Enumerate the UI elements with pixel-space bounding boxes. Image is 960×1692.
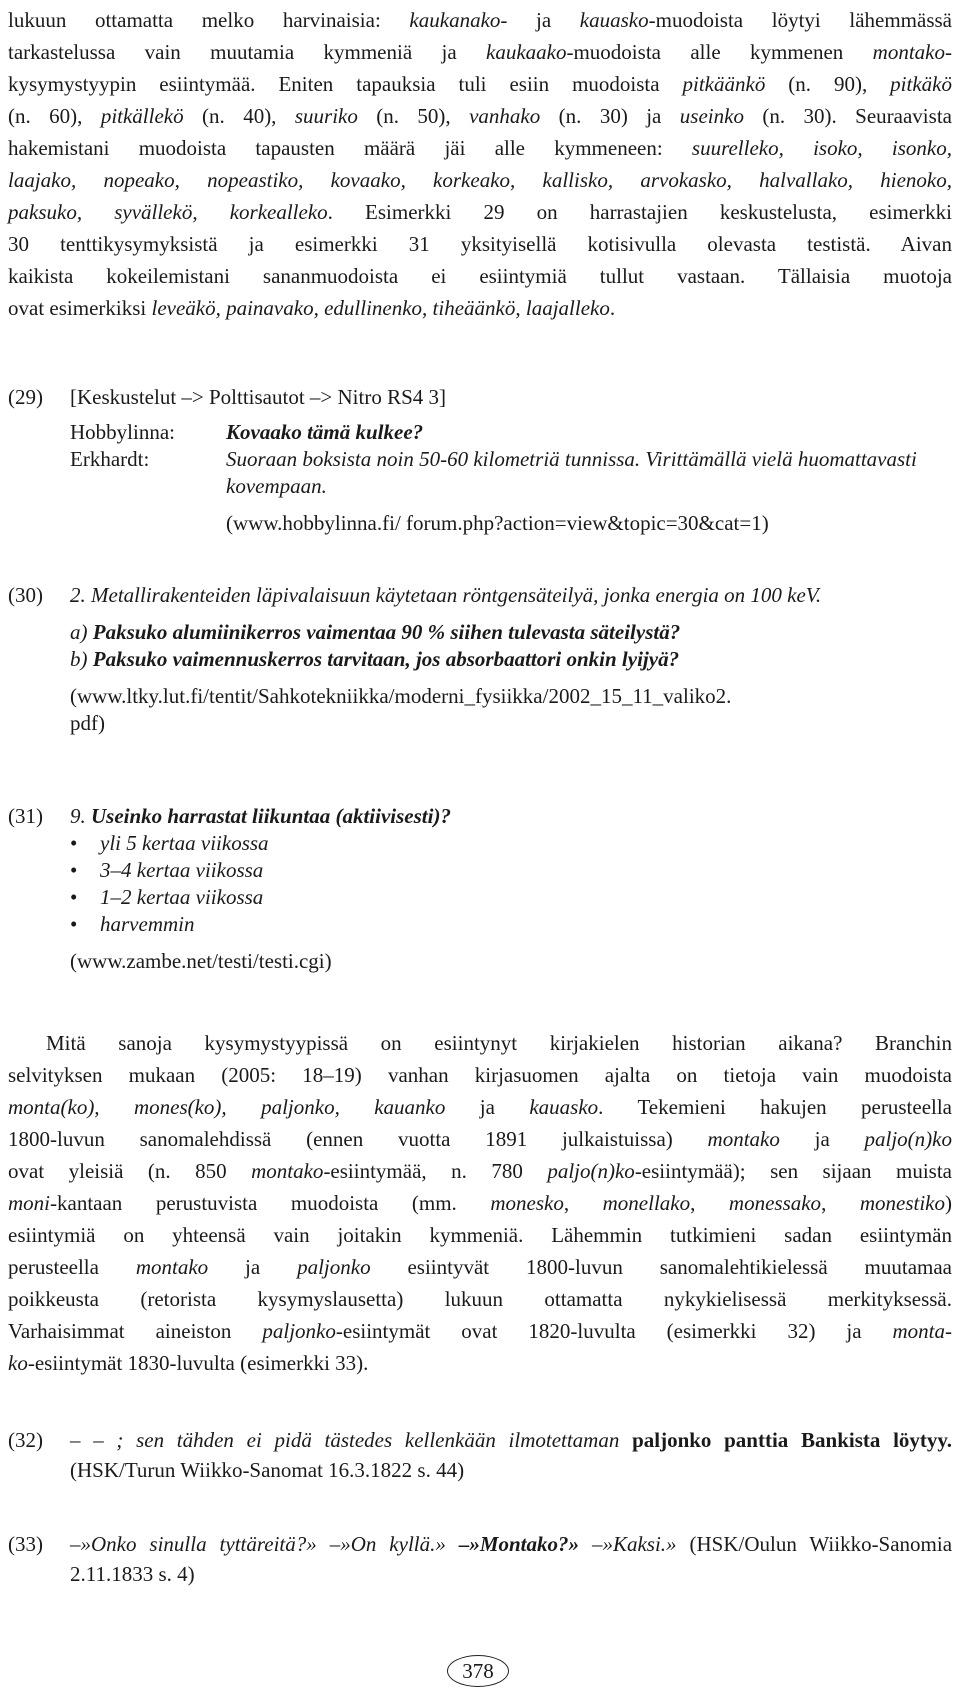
intro-text — [8, 4, 952, 324]
example-number: (32) — [8, 1428, 43, 1452]
answer-option — [70, 884, 952, 911]
example-body — [70, 1425, 952, 1485]
text-line: poikkeusta (retorista kysymyslausetta) lukuun ottamatta nykykielisessä merkityksessä. — [8, 1287, 952, 1311]
subquestion-b — [70, 646, 952, 673]
text-line: moni-kantaan perustuvista muodoista (mm. monesko, monellako, monessako, monestiko) — [8, 1191, 953, 1215]
subquestion-text: Paksuko vaimennuskerros tarvitaan, jos absorbaattori onkin lyijyä? — [92, 647, 680, 671]
intro-paragraph — [8, 4, 952, 324]
text-line: Mitä sanoja kysymystyypissä on esiintynyt kirjakielen historian aikana? Branchin — [46, 1031, 952, 1055]
text-line: 1800-luvun sanomalehdissä (ennen vuotta 1891 julkaistuissa) montako ja paljo(n)ko — [8, 1127, 952, 1151]
text-line: kysymystyypin esiintymää. Eniten tapauksia tuli esiin muodoista pitkäänkö (n. 90), pitkäkö — [8, 72, 952, 96]
subquestion-prefix: b) — [70, 647, 88, 671]
text-line: esiintymiä on yhteensä vain joitakin kymmeniä. Lähemmin tutkimieni sadan esiintymän — [8, 1223, 952, 1247]
source-citation: (HSK/Oulun Wiikko-Sanomia 2.11.1833 s. 4) — [70, 1532, 953, 1586]
example-number: (33) — [8, 1532, 43, 1556]
bullet-icon: • — [70, 885, 78, 909]
text-line: ovat yleisiä (n. 850 montako-esiintymää, n. 780 paljo(n)ko-esiintymää); sen sijaan muista — [8, 1159, 952, 1183]
answer-option — [70, 857, 952, 884]
example-body — [70, 582, 952, 737]
source-citation-cont: pdf) — [70, 711, 105, 735]
example-body — [70, 1529, 952, 1589]
exam-question: 2. Metallirakenteiden läpivalaisuun käytetaan röntgensäteilyä, jonka energia on 100 keV. — [70, 583, 822, 607]
text-line: paksuko, syvällekö, korkealleko. Esimerkki 29 on harrastajien keskustelusta, esimerkki — [8, 200, 952, 224]
question-prefix: 9. — [70, 804, 86, 828]
example-header: [Keskustelut –> Polttisautot –> Nitro RS4 3] — [70, 385, 447, 409]
option-text: harvemmin — [100, 912, 195, 936]
speaker-name: Hobbylinna: — [70, 420, 175, 444]
utterance: Suoraan boksista noin 50-60 kilometriä tunnissa. Virittämällä vielä huomattavasti kovempaan. — [226, 447, 917, 498]
dialogue-part: –»Onko sinulla tyttäreitä?» — [70, 1532, 317, 1556]
example-body — [70, 384, 952, 537]
subquestion-a — [70, 619, 952, 646]
bullet-icon: • — [70, 831, 78, 855]
survey-question — [70, 803, 952, 830]
source-citation: (HSK/Turun Wiikko-Sanomat 16.3.1822 s. 44) — [70, 1458, 465, 1482]
text-line: hakemistani muodoista tapausten määrä jäi alle kymmeneen: suurelleko, isoko, isonko, — [8, 136, 952, 160]
text-line: ko-esiintymät 1830-luvulta (esimerkki 33). — [8, 1351, 369, 1375]
subquestion-prefix: a) — [70, 620, 88, 644]
text-line: kaikista kokeilemistani sananmuodoista ei esiintymiä tullut vastaan. Tällaisia muotoja — [8, 264, 952, 288]
bullet-icon: • — [70, 858, 78, 882]
quote-text: – – ; sen tähden ei pidä tästedes kellenkään ilmotettaman — [70, 1428, 620, 1452]
dialogue-part: –»On kyllä.» — [329, 1532, 446, 1556]
page-number: 378 — [447, 1655, 509, 1687]
answer-option — [70, 830, 952, 857]
text-line: laajako, nopeako, nopeastiko, kovaako, korkeako, kallisko, arvokasko, halvallako, hienoko, — [8, 168, 952, 192]
dialogue-row — [70, 419, 952, 446]
text-line: (n. 60), pitkällekö (n. 40), suuriko (n. 50), vanhako (n. 30) ja useinko (n. 30). Seuraavista — [8, 104, 952, 128]
option-text: 3–4 kertaa viikossa — [100, 858, 264, 882]
text-line: 30 tenttikysymyksistä ja esimerkki 31 yksityisellä kotisivulla olevasta testistä. Aivan — [8, 232, 952, 256]
text-line: ovat esimerkiksi leveäkö, painavako, edullinenko, tiheäänkö, laajalleko. — [8, 296, 616, 320]
example-body — [70, 803, 952, 975]
quote-bold: paljonko panttia Bankista löytyy. — [632, 1428, 952, 1452]
source-citation: (www.zambe.net/testi/testi.cgi) — [70, 949, 332, 973]
answer-option — [70, 911, 952, 938]
source-citation: (www.ltky.lut.fi/tentit/Sahkotekniikka/moderni_fysiikka/2002_15_11_valiko2. — [70, 684, 732, 708]
example-number: (31) — [8, 804, 43, 828]
utterance: Kovaako tämä kulkee? — [226, 420, 424, 444]
bullet-icon: • — [70, 912, 78, 936]
text-line: perusteella montako ja paljonko esiintyvät 1800-luvun sanomalehtikielessä muutamaa — [8, 1255, 953, 1279]
source-citation: (www.hobbylinna.fi/ forum.php?action=view&topic=30&cat=1) — [226, 511, 769, 535]
body-text — [8, 1027, 952, 1379]
text-line: tarkastelussa vain muutamia kymmeniä ja kaukaako-muodoista alle kymmenen montako- — [8, 40, 952, 64]
option-text: 1–2 kertaa viikossa — [100, 885, 264, 909]
dialogue-part: –»Montako?» — [458, 1532, 580, 1556]
text-line: selvityksen mukaan (2005: 18–19) vanhan kirjasuomen ajalta on tietoja vain muodoista — [8, 1063, 952, 1087]
dialogue-part: –»Kaksi.» — [591, 1532, 677, 1556]
option-text: yli 5 kertaa viikossa — [100, 831, 269, 855]
example-number: (30) — [8, 583, 43, 607]
subquestion-text: Paksuko alumiinikerros vaimentaa 90 % siihen tulevasta säteilystä? — [92, 620, 681, 644]
text-line: Varhaisimmat aineiston paljonko-esiintymät ovat 1820-luvulta (esimerkki 32) ja monta- — [8, 1319, 952, 1343]
dialogue-row — [70, 446, 952, 500]
body-paragraph — [8, 1027, 952, 1379]
speaker-name: Erkhardt: — [70, 447, 150, 471]
text-line: lukuun ottamatta melko harvinaisia: kaukanako- ja kauasko-muodoista löytyi lähemmässä — [8, 8, 952, 32]
text-line: monta(ko), mones(ko), paljonko, kauanko ja kauasko. Tekemieni hakujen perusteella — [8, 1095, 953, 1119]
example-number: (29) — [8, 385, 43, 409]
question-text: Useinko harrastat liikuntaa (aktiivisesti)? — [91, 804, 451, 828]
